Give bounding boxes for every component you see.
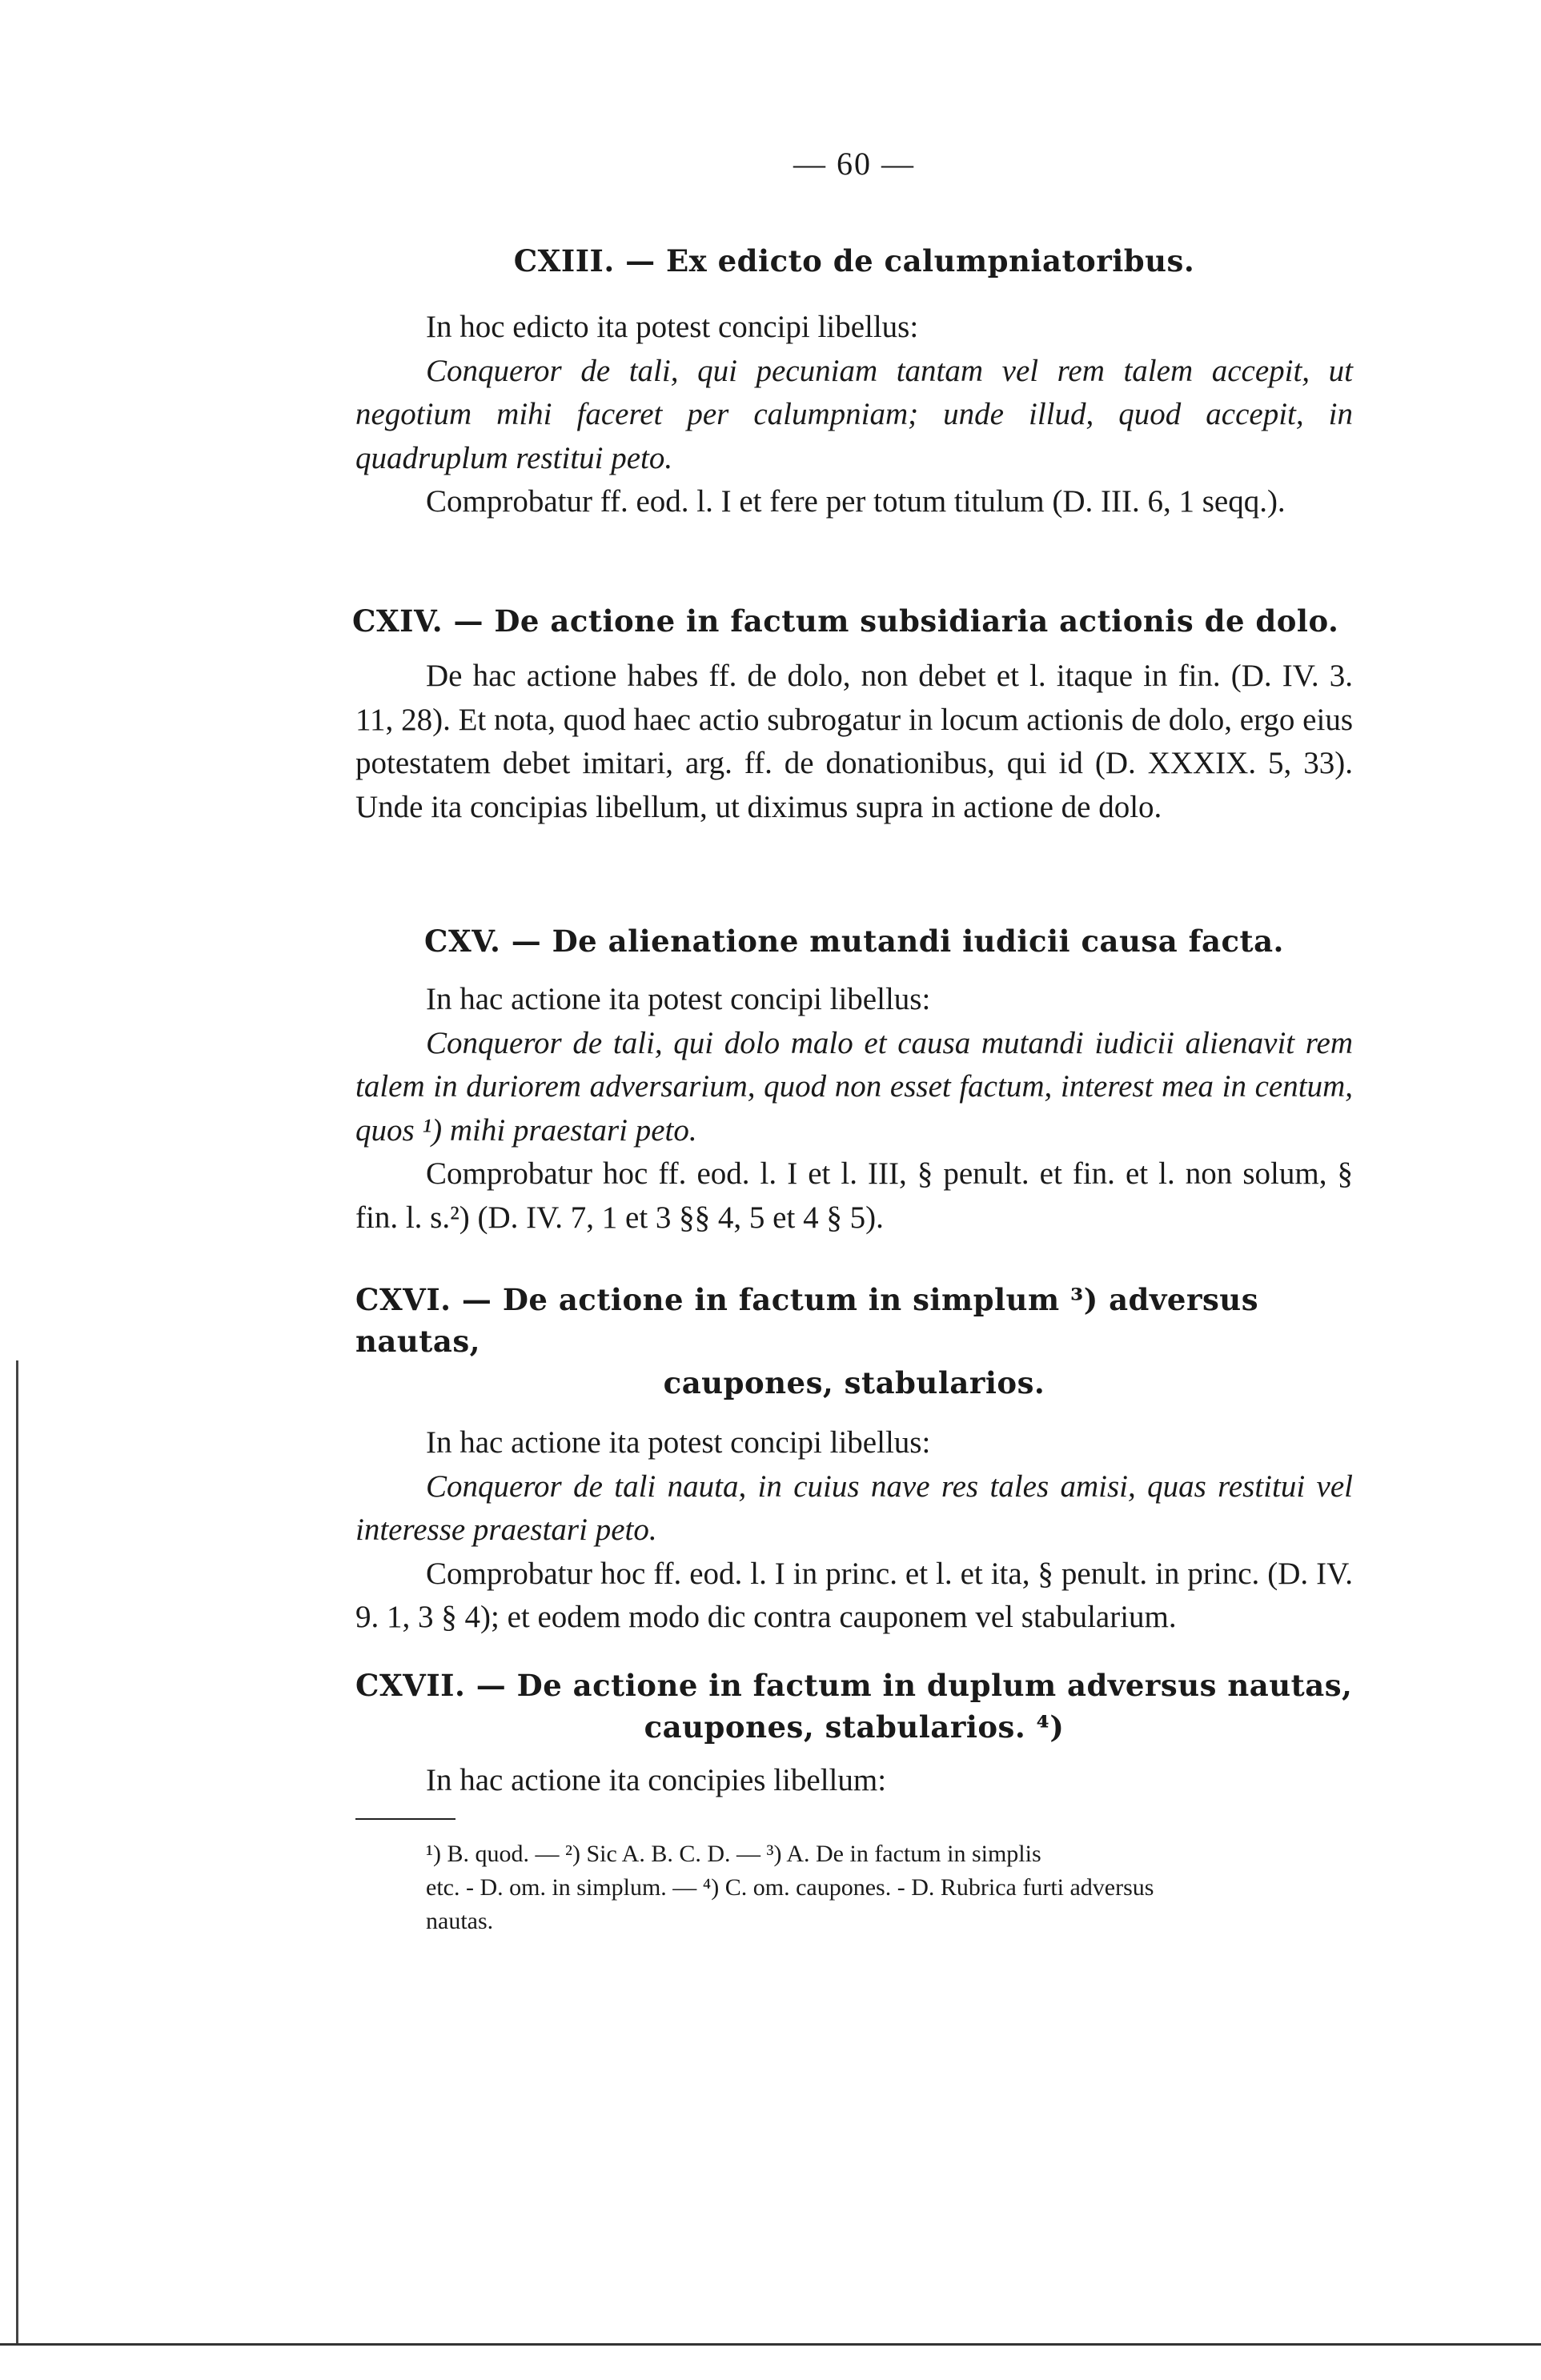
section-cxv: [355, 920, 1353, 1240]
section-intro: In hac actione ita potest concipi libellus:: [426, 982, 931, 1016]
section-cxvi: [355, 1279, 1353, 1640]
section-heading: CXIII. — Ex edicto de calumpniatoribus.: [513, 243, 1195, 278]
section-comment: Comprobatur hoc ff. eod. l. I in princ. et l. et ita, § penult. in princ. (D. IV. 9. 1, 3 § 4); et eodem modo dic contra cauponem vel stabularium.: [355, 1556, 1353, 1634]
section-intro: In hac actione ita concipies libellum:: [426, 1763, 887, 1797]
footnote-rule: [355, 1818, 455, 1820]
libellus-formula: Conqueror de tali, qui dolo malo et causa mutandi iudicii alienavit rem talem in duriorem adversarium, quod non esset factum, interest mea in centum, quos ¹) mihi praestari peto.: [355, 1025, 1353, 1148]
section-intro: In hac actione ita potest concipi libellus:: [426, 1425, 931, 1460]
footnotes: [355, 1837, 1353, 1938]
scan-edge-left: [16, 1360, 18, 2345]
footnote-line: nautas.: [426, 1908, 494, 1934]
section-cxiv: [352, 600, 1353, 829]
footnote-line: etc. - D. om. in simplum. — ⁴) C. om. caupones. - D. Rubrica furti adversus: [426, 1874, 1154, 1901]
section-cxvii: [355, 1665, 1353, 1803]
section-heading-line1: CXVI. — De actione in factum in simplum ³) adversus nautas,: [355, 1282, 1259, 1359]
section-heading-line2: caupones, stabularios.: [663, 1365, 1045, 1400]
section-heading: CXIV. — De actione in factum subsidiaria actionis de dolo.: [352, 603, 1339, 639]
libellus-formula: Conqueror de tali, qui pecuniam tantam vel rem talem accepit, ut negotium mihi faceret per calumpniam; unde illud, quod accepit, in quadruplum restitui peto.: [355, 353, 1353, 475]
section-intro: In hoc edicto ita potest concipi libellus:: [426, 310, 919, 344]
section-comment: Comprobatur ff. eod. l. I et fere per totum titulum (D. III. 6, 1 seqq.).: [426, 484, 1286, 519]
scan-edge-bottom: [0, 2343, 1541, 2346]
section-cxiii: [355, 240, 1353, 524]
section-heading-line2: caupones, stabularios. ⁴): [644, 1709, 1065, 1745]
footnote-line: ¹) B. quod. — ²) Sic A. B. C. D. — ³) A. De in factum in simplis: [426, 1841, 1041, 1867]
section-comment: Comprobatur hoc ff. eod. l. I et l. III, § penult. et fin. et l. non solum, § fin. l. s.²) (D. IV. 7, 1 et 3 §§ 4, 5 et 4 § 5).: [355, 1156, 1353, 1235]
section-heading: CXV. — De alienatione mutandi iudicii causa facta.: [424, 924, 1284, 959]
section-text: De hac actione habes ff. de dolo, non debet et l. itaque in fin. (D. IV. 3. 11, 28). Et nota, quod haec actio subrogatur in locum actionis de dolo, ergo eius potestatem debet imitari, arg. ff. de donationibus, qui id (D. XXXIX. 5, 33). Unde ita concipias libellum, ut diximus supra in actione de dolo.: [355, 659, 1353, 824]
section-heading-line1: CXVII. — De actione in factum in duplum adversus nautas,: [355, 1668, 1353, 1703]
page-number: — 60 —: [793, 146, 915, 182]
libellus-formula: Conqueror de tali nauta, in cuius nave res tales amisi, quas restitui vel interesse praestari peto.: [355, 1468, 1353, 1547]
